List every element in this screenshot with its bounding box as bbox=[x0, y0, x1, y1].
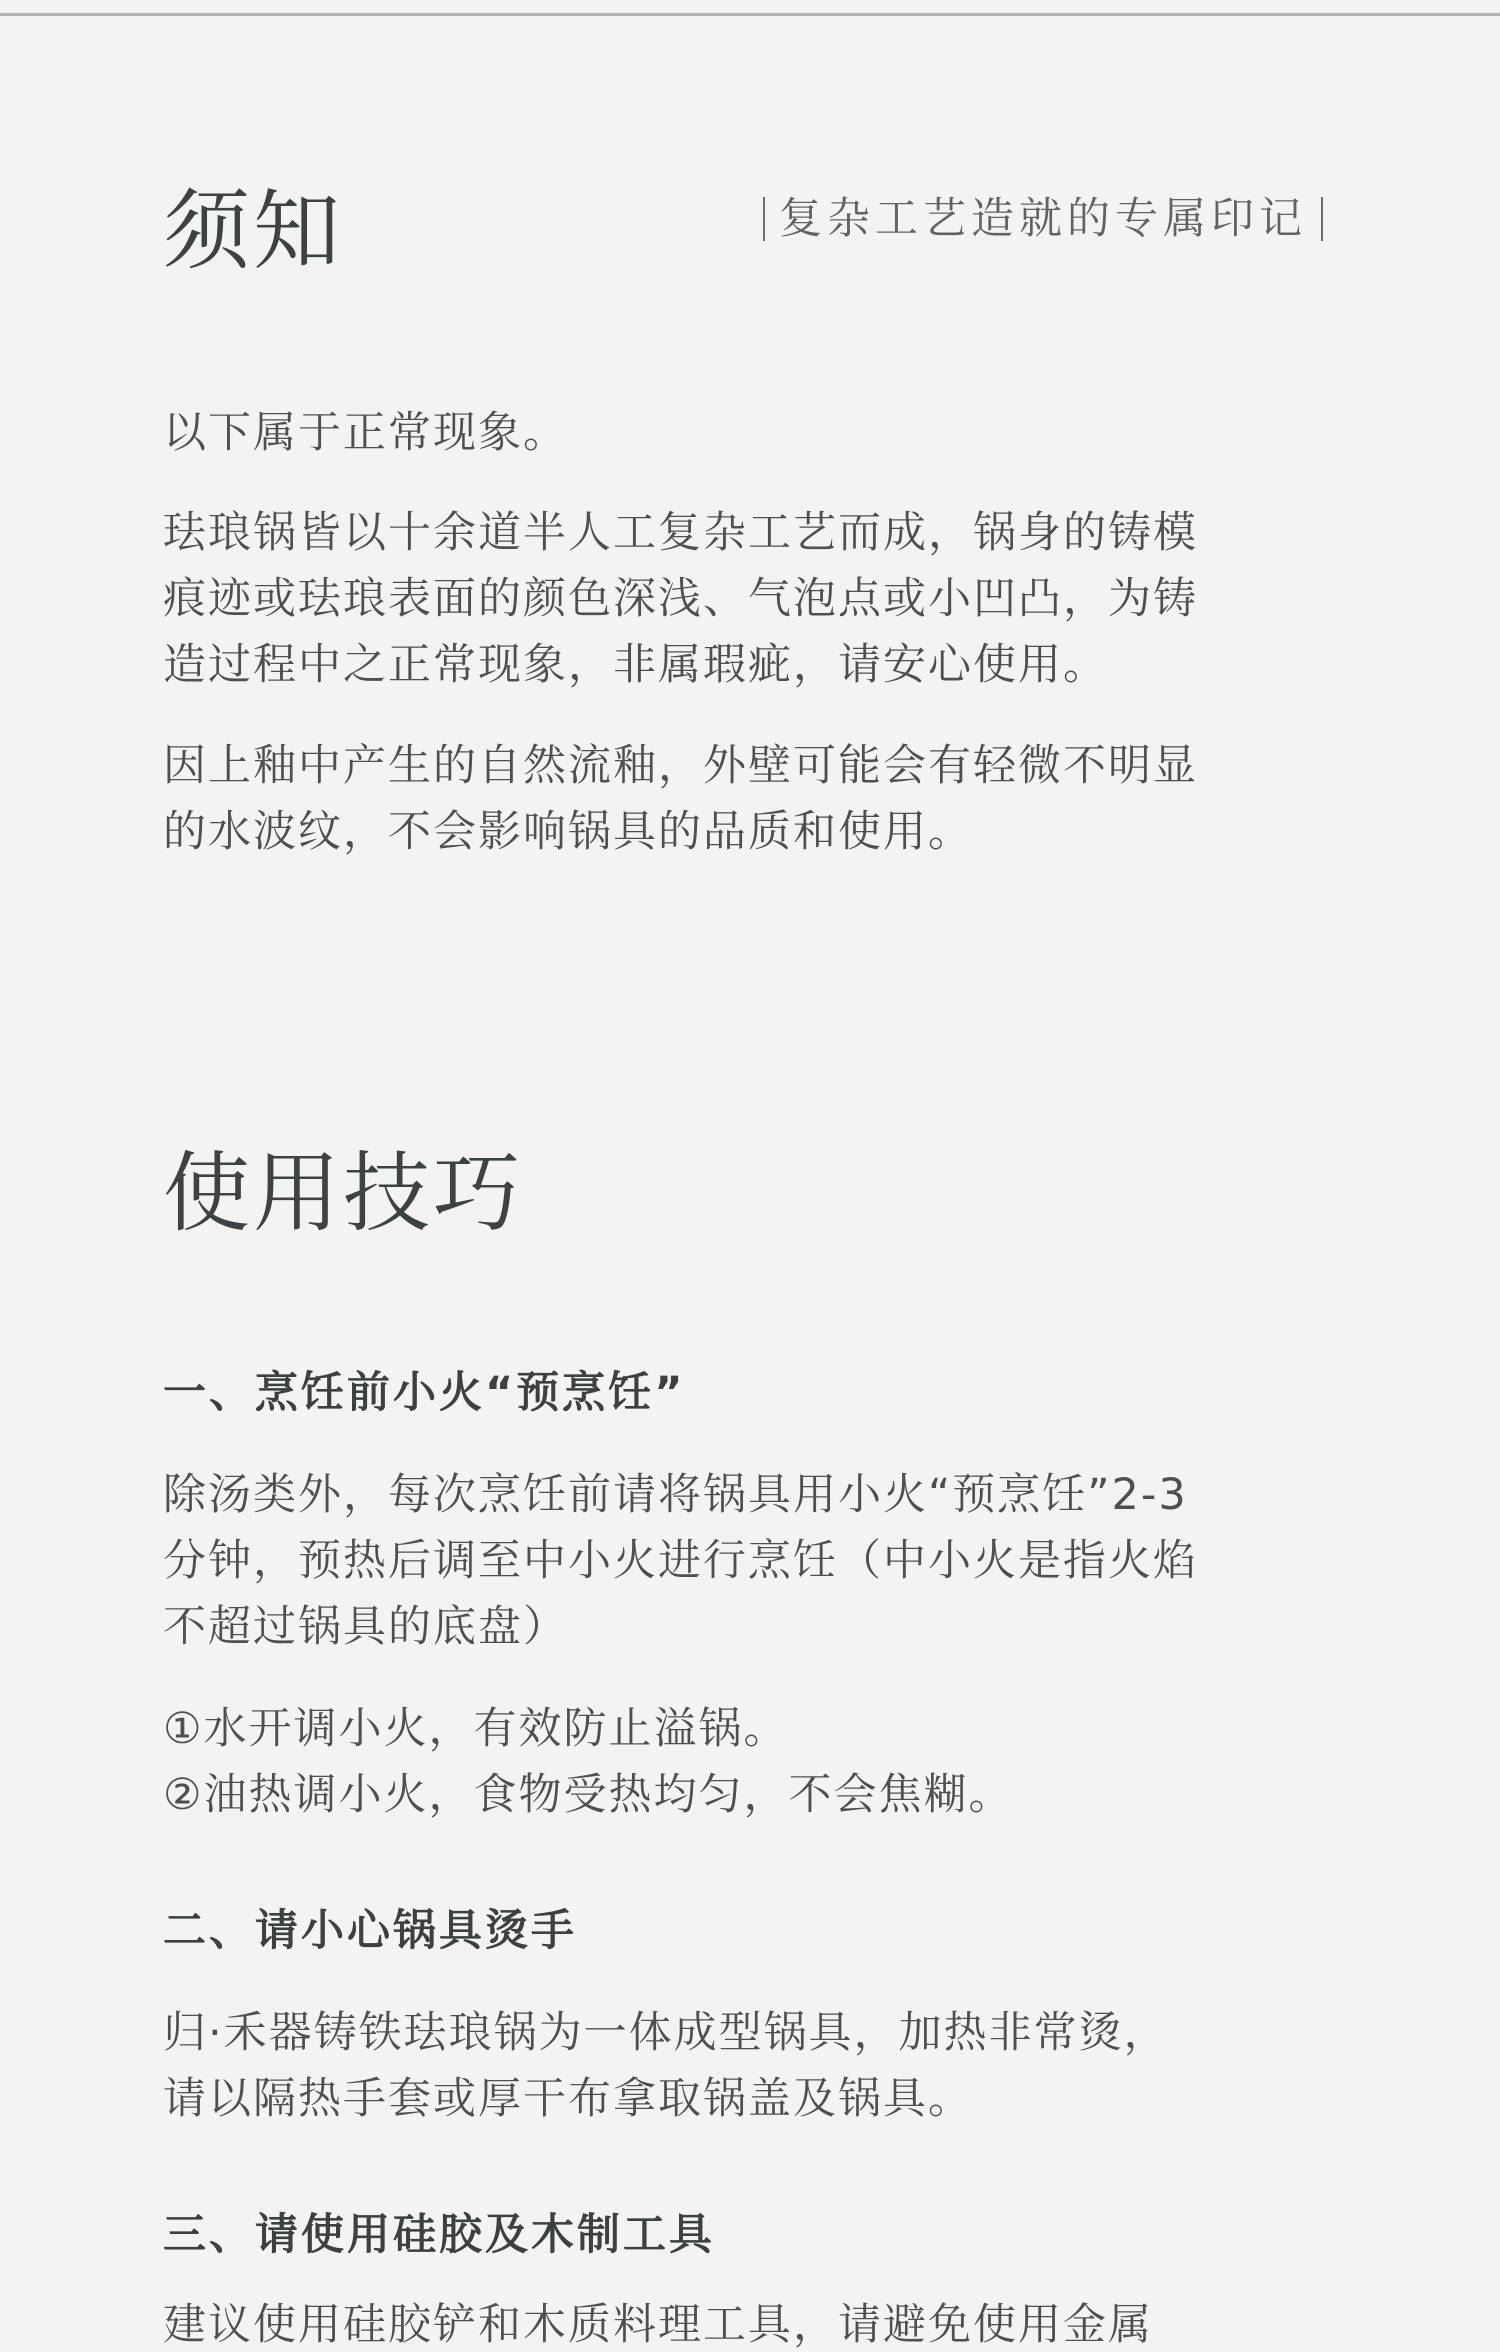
tip-3-body-partial: 建议使用硅胶铲和木质料理工具，请避免使用金属 bbox=[163, 2300, 1153, 2350]
top-divider bbox=[0, 0, 1500, 16]
notice-paragraph-2 bbox=[163, 733, 1337, 865]
list-item: ②油热调小火，食物受热均匀，不会焦糊。 bbox=[163, 1770, 1014, 1820]
tagline-text: 复杂工艺造就的专属印记 bbox=[779, 194, 1307, 244]
paragraph-line: 的水波纹，不会影响锅具的品质和使用。 bbox=[163, 807, 973, 857]
tip-1-list bbox=[163, 1696, 1337, 1828]
tips-title: 使用技巧 bbox=[163, 1142, 523, 1244]
tip-1-body bbox=[163, 1462, 1337, 1660]
tip-2-heading: 二、请小心锅具烫手 bbox=[163, 1906, 577, 1956]
notice-title: 须知 bbox=[163, 180, 343, 282]
tagline-left-bar bbox=[763, 197, 765, 241]
paragraph-line: 请以隔热手套或厚干布拿取锅盖及锅具。 bbox=[163, 2074, 973, 2124]
paragraph-line: 造过程中之正常现象，非属瑕疵，请安心使用。 bbox=[163, 640, 1108, 690]
notice-tagline bbox=[749, 192, 1337, 246]
paragraph-line: 除汤类外，每次烹饪前请将锅具用小火“预烹饪”2-3 bbox=[163, 1470, 1188, 1520]
tip-3-heading: 三、请使用硅胶及木制工具 bbox=[163, 2210, 715, 2260]
notice-intro-text: 以下属于正常现象。 bbox=[163, 408, 568, 458]
paragraph-line: 痕迹或珐琅表面的颜色深浅、气泡点或小凹凸，为铸 bbox=[163, 574, 1198, 624]
paragraph-line: 因上釉中产生的自然流釉，外壁可能会有轻微不明显 bbox=[163, 741, 1198, 791]
tagline-right-bar bbox=[1321, 197, 1323, 241]
list-item: ①水开调小火，有效防止溢锅。 bbox=[163, 1704, 789, 1754]
tip-1-heading: 一、烹饪前小火“预烹饪” bbox=[163, 1368, 686, 1418]
paragraph-line: 分钟，预热后调至中小火进行烹饪（中小火是指火焰 bbox=[163, 1536, 1198, 1586]
paragraph-line: 不超过锅具的底盘） bbox=[163, 1602, 568, 1652]
paragraph-line: 归·禾器铸铁珐琅锅为一体成型锅具，加热非常烫， bbox=[163, 2008, 1169, 2058]
tip-2-body bbox=[163, 2000, 1337, 2132]
paragraph-line: 珐琅锅皆以十余道半人工复杂工艺而成，锅身的铸模 bbox=[163, 508, 1198, 558]
notice-intro bbox=[163, 400, 1337, 466]
notice-paragraph-1 bbox=[163, 500, 1337, 698]
